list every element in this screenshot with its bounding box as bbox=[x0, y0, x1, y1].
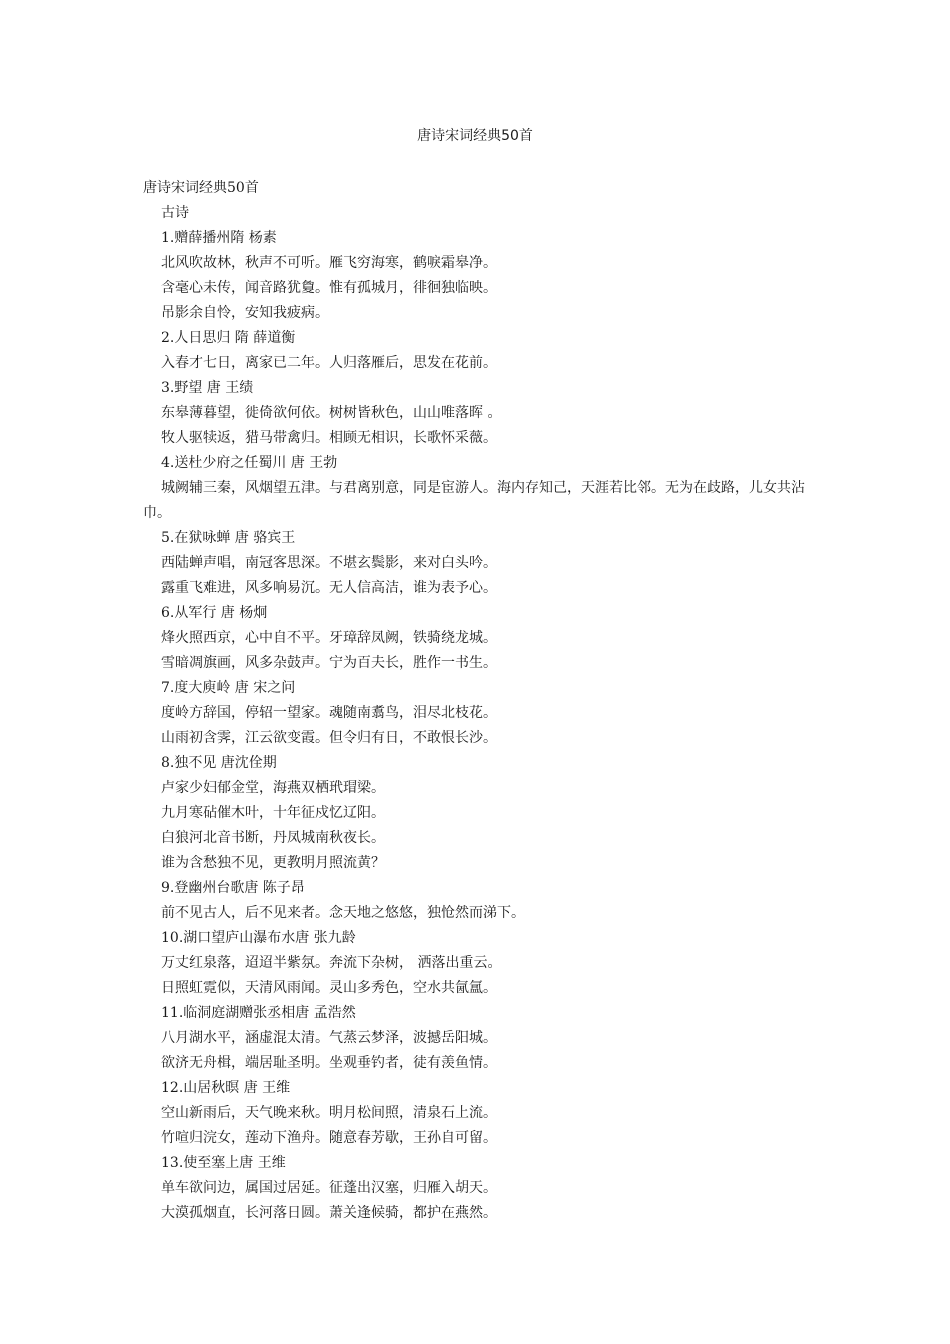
poem-line: 日照虹霓似，天清风雨闻。灵山多秀色，空水共氤氲。 bbox=[161, 980, 497, 996]
poem-lines-group-2 bbox=[143, 526, 815, 1226]
poem-line: 大漠孤烟直，长河落日圆。萧关逢候骑，都护在燕然。 bbox=[161, 1205, 497, 1221]
page-header-title: 唐诗宋词经典50首 bbox=[417, 128, 533, 144]
poem-line: 欲济无舟楫，端居耻圣明。坐观垂钓者，徒有羡鱼情。 bbox=[161, 1055, 497, 1071]
poem-line: 12.山居秋暝 唐 王维 bbox=[161, 1080, 291, 1096]
section-heading: 古诗 bbox=[161, 205, 189, 221]
poem-line: 谁为含愁独不见，更教明月照流黄？ bbox=[161, 855, 385, 871]
poem-line: 东皋薄暮望，徙倚欲何依。树树皆秋色，山山唯落晖 。 bbox=[161, 405, 502, 421]
poem-line: 1.赠薛播州隋 杨素 bbox=[161, 230, 277, 246]
poem-line: 西陆蝉声唱，南冠客思深。不堪玄鬓影，来对白头吟。 bbox=[161, 555, 497, 571]
poem-line: 2.人日思归 隋 薛道衡 bbox=[161, 330, 296, 346]
document-title: 唐诗宋词经典50首 bbox=[143, 180, 259, 196]
poem-line: 单车欲问边，属国过居延。征蓬出汉塞，归雁入胡天。 bbox=[161, 1180, 497, 1196]
poem-line: 万丈红泉落，迢迢半紫氛。奔流下杂树， 洒落出重云。 bbox=[161, 955, 502, 971]
poem-line: 9.登幽州台歌唐 陈子昂 bbox=[161, 880, 305, 896]
poem-line: 入春才七日，离家已二年。人归落雁后，思发在花前。 bbox=[161, 355, 497, 371]
poem-line: 4.送杜少府之任蜀川 唐 王勃 bbox=[161, 455, 338, 471]
poem-line: 白狼河北音书断，丹凤城南秋夜长。 bbox=[161, 830, 385, 846]
poem-lines-group-1 bbox=[143, 226, 815, 476]
poem-line: 3.野望 唐 王绩 bbox=[161, 380, 254, 396]
poem-line: 九月寒砧催木叶，十年征戍忆辽阳。 bbox=[161, 805, 385, 821]
poem-line: 6.从军行 唐 杨炯 bbox=[161, 605, 268, 621]
poem-line: 含毫心未传，闻音路犹敻。惟有孤城月，徘徊独临映。 bbox=[161, 280, 497, 296]
poem-line: 8.独不见 唐沈佺期 bbox=[161, 755, 277, 771]
poem-line: 吊影余自怜，安知我疲病。 bbox=[161, 305, 329, 321]
poem-line-wrapped: 城阙辅三秦，风烟望五津。与君离别意，同是宦游人。海内存知己，天涯若比邻。无为在歧路，儿女共沾巾。 bbox=[143, 480, 805, 521]
poem-line: 前不见古人，后不见来者。念天地之悠悠，独怆然而涕下。 bbox=[161, 905, 525, 921]
poem-line: 山雨初含霁，江云欲变霞。但令归有日，不敢恨长沙。 bbox=[161, 730, 497, 746]
poem-line: 烽火照西京，心中自不平。牙璋辞凤阙，铁骑绕龙城。 bbox=[161, 630, 497, 646]
poem-line: 露重飞难进，风多响易沉。无人信高洁，谁为表予心。 bbox=[161, 580, 497, 596]
poem-line: 空山新雨后，天气晚来秋。明月松间照，清泉石上流。 bbox=[161, 1105, 497, 1121]
poem-line: 卢家少妇郁金堂，海燕双栖玳瑁梁。 bbox=[161, 780, 385, 796]
poem-line: 竹喧归浣女，莲动下渔舟。随意春芳歇，王孙自可留。 bbox=[161, 1130, 497, 1146]
poem-line: 牧人驱犊返，猎马带禽归。相顾无相识，长歌怀采薇。 bbox=[161, 430, 497, 446]
poem-line: 7.度大庾岭 唐 宋之问 bbox=[161, 680, 296, 696]
poem-line: 雪暗凋旗画，风多杂鼓声。宁为百夫长，胜作一书生。 bbox=[161, 655, 497, 671]
document-body bbox=[143, 176, 815, 1226]
poem-line: 度岭方辞国，停轺一望家。魂随南翥鸟，泪尽北枝花。 bbox=[161, 705, 497, 721]
poem-line: 13.使至塞上唐 王维 bbox=[161, 1155, 286, 1171]
poem-line: 八月湖水平，涵虚混太清。气蒸云梦泽，波撼岳阳城。 bbox=[161, 1030, 497, 1046]
poem-line: 5.在狱咏蝉 唐 骆宾王 bbox=[161, 530, 296, 546]
poem-line: 11.临洞庭湖赠张丞相唐 孟浩然 bbox=[161, 1005, 356, 1021]
poem-line: 10.湖口望庐山瀑布水唐 张九龄 bbox=[161, 930, 356, 946]
poem-line: 北风吹故林，秋声不可听。雁飞穷海寒，鹤唳霜皋净。 bbox=[161, 255, 497, 271]
